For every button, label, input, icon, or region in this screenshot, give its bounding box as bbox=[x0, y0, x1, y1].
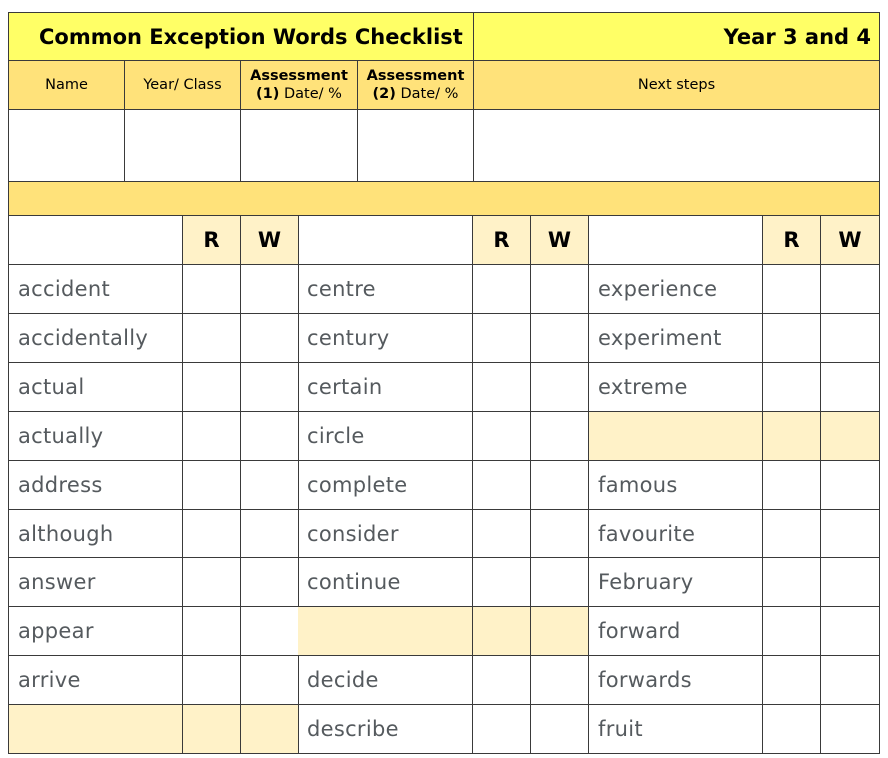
word-cell bbox=[589, 265, 763, 314]
read-column-header: R bbox=[473, 216, 531, 265]
read-checkbox[interactable] bbox=[183, 461, 241, 510]
word-text: consider bbox=[307, 521, 399, 546]
read-checkbox[interactable] bbox=[763, 510, 821, 558]
word-cell bbox=[8, 363, 183, 412]
word-text: fruit bbox=[598, 717, 643, 741]
write-checkbox[interactable] bbox=[241, 461, 299, 510]
word-text: decide bbox=[307, 668, 379, 692]
word-text: although bbox=[18, 521, 114, 546]
read-checkbox[interactable] bbox=[183, 558, 241, 607]
next-steps-entry-field[interactable] bbox=[474, 110, 880, 182]
checklist-document bbox=[8, 12, 880, 758]
word-cell bbox=[589, 607, 763, 656]
word-cell bbox=[589, 656, 763, 705]
word-cell bbox=[589, 412, 763, 461]
write-checkbox[interactable] bbox=[241, 558, 299, 607]
word-cell bbox=[298, 558, 473, 607]
word-text: certain bbox=[307, 375, 383, 399]
assessment1-header bbox=[241, 61, 358, 110]
assessment1-title: Assessment bbox=[250, 67, 348, 84]
next-steps-header-label: Next steps bbox=[637, 76, 716, 93]
word-column-header-2 bbox=[298, 216, 473, 265]
name-entry-field[interactable] bbox=[8, 110, 125, 182]
word-text: experience bbox=[598, 277, 718, 301]
word-column-header-1 bbox=[8, 216, 183, 265]
read-checkbox[interactable] bbox=[763, 265, 821, 314]
write-checkbox[interactable] bbox=[821, 705, 880, 754]
word-cell bbox=[589, 510, 763, 558]
read-checkbox[interactable] bbox=[473, 705, 531, 754]
year-label bbox=[474, 12, 880, 61]
write-checkbox[interactable] bbox=[531, 656, 589, 705]
read-checkbox[interactable] bbox=[763, 461, 821, 510]
write-checkbox bbox=[821, 412, 880, 461]
write-checkbox[interactable] bbox=[531, 558, 589, 607]
word-cell bbox=[298, 265, 473, 314]
word-cell bbox=[298, 607, 473, 656]
write-checkbox[interactable] bbox=[241, 412, 299, 461]
read-checkbox[interactable] bbox=[473, 510, 531, 558]
read-checkbox[interactable] bbox=[473, 412, 531, 461]
word-cell bbox=[589, 363, 763, 412]
word-cell bbox=[8, 510, 183, 558]
read-checkbox[interactable] bbox=[183, 607, 241, 656]
word-text: continue bbox=[307, 570, 401, 594]
assessment2-entry-field[interactable] bbox=[358, 110, 474, 182]
assessment2-number: (2) bbox=[372, 86, 396, 102]
write-checkbox[interactable] bbox=[531, 510, 589, 558]
write-checkbox[interactable] bbox=[821, 265, 880, 314]
read-checkbox[interactable] bbox=[473, 558, 531, 607]
document-title bbox=[8, 12, 474, 61]
assessment1-date-label: Date/ % bbox=[284, 86, 342, 102]
read-checkbox bbox=[473, 607, 531, 656]
write-checkbox[interactable] bbox=[821, 656, 880, 705]
word-cell bbox=[298, 656, 473, 705]
word-cell bbox=[8, 607, 183, 656]
word-cell bbox=[8, 461, 183, 510]
write-checkbox[interactable] bbox=[531, 705, 589, 754]
year-text: Year 3 and 4 bbox=[723, 24, 871, 49]
write-column-header: W bbox=[821, 216, 880, 265]
read-column-header: R bbox=[183, 216, 241, 265]
read-checkbox[interactable] bbox=[763, 558, 821, 607]
read-checkbox bbox=[763, 412, 821, 461]
write-checkbox[interactable] bbox=[531, 412, 589, 461]
word-cell bbox=[8, 265, 183, 314]
read-checkbox[interactable] bbox=[763, 607, 821, 656]
year-class-entry-field[interactable] bbox=[125, 110, 241, 182]
word-text: famous bbox=[598, 473, 678, 497]
write-checkbox[interactable] bbox=[821, 510, 880, 558]
word-text: February bbox=[598, 570, 694, 594]
write-checkbox[interactable] bbox=[241, 656, 299, 705]
read-checkbox[interactable] bbox=[763, 705, 821, 754]
next-steps-header bbox=[474, 61, 880, 110]
word-text: centre bbox=[307, 277, 376, 301]
write-checkbox[interactable] bbox=[241, 510, 299, 558]
read-checkbox[interactable] bbox=[763, 314, 821, 363]
read-checkbox[interactable] bbox=[183, 265, 241, 314]
assessment2-date-label: Date/ % bbox=[400, 86, 459, 102]
write-checkbox[interactable] bbox=[241, 363, 299, 412]
word-text: experiment bbox=[598, 326, 722, 350]
year-class-header-label: Year/ Class bbox=[143, 76, 222, 93]
word-cell bbox=[8, 412, 183, 461]
word-text: appear bbox=[18, 619, 94, 643]
read-column-header: R bbox=[763, 216, 821, 265]
word-text: accidentally bbox=[18, 326, 149, 350]
word-text: answer bbox=[18, 570, 96, 594]
write-checkbox bbox=[241, 705, 299, 754]
word-text: actual bbox=[18, 375, 85, 399]
write-checkbox[interactable] bbox=[531, 265, 589, 314]
write-checkbox[interactable] bbox=[821, 314, 880, 363]
word-cell bbox=[298, 363, 473, 412]
read-checkbox[interactable] bbox=[473, 314, 531, 363]
year-class-header bbox=[125, 61, 241, 110]
word-column-header-3 bbox=[589, 216, 763, 265]
name-header-label: Name bbox=[45, 76, 88, 93]
write-column-header: W bbox=[241, 216, 299, 265]
write-checkbox[interactable] bbox=[241, 314, 299, 363]
word-cell bbox=[298, 314, 473, 363]
word-cell bbox=[8, 656, 183, 705]
write-checkbox[interactable] bbox=[241, 265, 299, 314]
read-checkbox[interactable] bbox=[763, 656, 821, 705]
read-checkbox[interactable] bbox=[473, 363, 531, 412]
assessment2-header bbox=[358, 61, 474, 110]
write-checkbox bbox=[531, 607, 589, 656]
word-text: accident bbox=[18, 277, 110, 301]
word-text: favourite bbox=[598, 521, 696, 546]
assessment2-title: Assessment bbox=[366, 67, 465, 84]
read-checkbox[interactable] bbox=[183, 510, 241, 558]
write-checkbox[interactable] bbox=[531, 363, 589, 412]
name-header bbox=[8, 61, 125, 110]
write-checkbox[interactable] bbox=[821, 607, 880, 656]
word-cell bbox=[8, 558, 183, 607]
word-cell bbox=[298, 705, 473, 754]
read-checkbox[interactable] bbox=[183, 314, 241, 363]
write-checkbox[interactable] bbox=[821, 363, 880, 412]
word-text: extreme bbox=[598, 375, 688, 399]
write-checkbox[interactable] bbox=[821, 558, 880, 607]
divider-band bbox=[8, 182, 880, 216]
assessment1-number: (1) bbox=[256, 86, 280, 102]
read-checkbox[interactable] bbox=[473, 656, 531, 705]
word-text: describe bbox=[307, 717, 399, 741]
word-cell bbox=[298, 461, 473, 510]
read-checkbox[interactable] bbox=[183, 363, 241, 412]
word-text: century bbox=[307, 326, 390, 350]
word-text: forward bbox=[598, 619, 681, 643]
word-cell bbox=[298, 412, 473, 461]
read-checkbox[interactable] bbox=[183, 412, 241, 461]
word-cell bbox=[8, 314, 183, 363]
word-cell bbox=[8, 705, 183, 754]
write-checkbox[interactable] bbox=[821, 461, 880, 510]
word-text: complete bbox=[307, 473, 408, 497]
word-text: address bbox=[18, 473, 103, 497]
word-text: forwards bbox=[598, 668, 692, 692]
read-checkbox[interactable] bbox=[763, 363, 821, 412]
title-text: Common Exception Words Checklist bbox=[39, 24, 463, 49]
word-cell bbox=[298, 510, 473, 558]
read-checkbox[interactable] bbox=[183, 656, 241, 705]
word-cell bbox=[589, 314, 763, 363]
word-cell bbox=[589, 461, 763, 510]
write-checkbox[interactable] bbox=[531, 461, 589, 510]
word-cell bbox=[589, 705, 763, 754]
read-checkbox bbox=[183, 705, 241, 754]
write-checkbox[interactable] bbox=[531, 314, 589, 363]
assessment1-entry-field[interactable] bbox=[241, 110, 358, 182]
write-column-header: W bbox=[531, 216, 589, 265]
read-checkbox[interactable] bbox=[473, 461, 531, 510]
read-checkbox[interactable] bbox=[473, 265, 531, 314]
word-text: arrive bbox=[18, 668, 81, 692]
word-text: actually bbox=[18, 424, 104, 448]
word-text: circle bbox=[307, 424, 365, 448]
word-cell bbox=[589, 558, 763, 607]
write-checkbox[interactable] bbox=[241, 607, 299, 656]
